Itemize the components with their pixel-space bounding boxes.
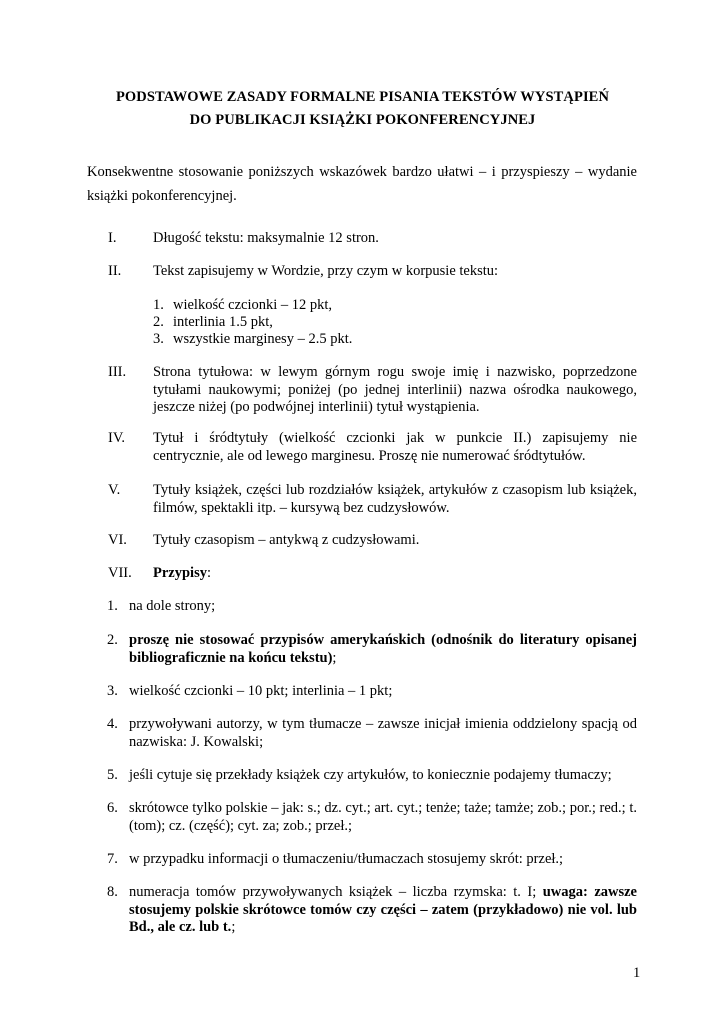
sub-item-number: 1. [153,297,164,313]
sub-item-text: wielkość czcionki – 12 pkt, [173,297,333,313]
rule-number: 1. [107,598,118,614]
sub-item-number: 2. [153,314,164,330]
sub-item-1 [153,297,332,315]
roman-text: Tytuły książek, części lub rozdziałów książek, artykułów z czasopism lub książek, filmów, spektakli itp. – kursywą bez cudzysłowów. [153,482,637,516]
intro-paragraph: Konsekwentne stosowanie poniższych wskazówek bardzo ułatwi – i przyspieszy – wydanie książki pokonferencyjnej. [87,164,637,204]
rule-text-before: numeracja tomów przywoływanych książek – liczba rzymska: t. I; [129,884,543,900]
roman-numeral: VI. [108,532,127,548]
roman-numeral: II. [108,263,122,279]
roman-numeral: IV. [108,430,126,446]
page-number: 1 [633,965,641,981]
title-line-1: PODSTAWOWE ZASADY FORMALNE PISANIA TEKSTÓW WYSTĄPIEŃ [115,89,610,105]
rule-text: skrótowce tylko polskie – jak: s.; dz. cyt.; art. cyt.; tenże; taże; tamże; zob.; por.; red.; t.(tom); cz. (część); cyt. za; zob.; przeł.; [129,800,637,834]
rule-number: 7. [107,851,118,867]
rule-text-bold: proszę nie stosować przypisów amerykańskich (odnośnik do literatury opisanej bibliograficznie na końcu tekstu) [129,632,637,666]
rule-text: jeśli cytuje się przekłady książek czy artykułów, to koniecznie podajemy tłumaczy; [129,767,612,783]
rule-number: 4. [107,716,118,732]
roman-text: Tytuł i śródtytuły (wielkość czcionki jak w punkcie II.) zapisujemy nie centrycznie, ale od lewego marginesu. Proszę nie numerować śródtytułów. [153,430,637,464]
rule-text-bold: uwaga: zawsze stosujemy polskie skrótowce tomów czy części – zatem (przykładowo) nie vol. lub Bd., ale cz. lub t. [129,884,637,935]
roman-text: Tekst zapisujemy w Wordzie, przy czym w korpusie tekstu: [153,263,499,279]
rule-text: wielkość czcionki – 10 pkt; interlinia – 1 pkt; [129,683,393,699]
rule-text: przywoływani autorzy, w tym tłumacze – zawsze inicjał imienia oddzielony spacją od nazwiska: J. Kowalski; [129,716,637,750]
sub-item-2 [153,314,273,332]
rule-number: 6. [107,800,118,816]
title-line-2: DO PUBLIKACJI KSIĄŻKI POKONFERENCYJNEJ [189,112,536,128]
roman-text: Długość tekstu: maksymalnie 12 stron. [153,230,379,246]
roman-numeral: I. [108,230,117,246]
footnotes-heading: Przypisy [153,565,207,581]
rule-text: w przypadku informacji o tłumaczeniu/tłumaczach stosujemy skrót: przeł.; [129,851,564,867]
heading-colon: : [206,565,211,581]
rule-number: 3. [107,683,118,699]
roman-numeral: III. [108,364,127,380]
rule-text: na dole strony; [129,598,216,614]
roman-text: Strona tytułowa: w lewym górnym rogu swoje imię i nazwisko, poprzedzone tytułami naukowymi; poniżej (po jednej interlinii) nazwa ośrodka naukowego, jeszcze niżej (po podwójnej interlinii) tytuł wystąpienia. [153,364,637,415]
rule-number: 5. [107,767,118,783]
sub-item-number: 3. [153,331,164,347]
roman-numeral: VII. [108,565,132,581]
rule-number: 8. [107,884,118,900]
rule-text-after: ; [332,649,337,666]
rule-number: 2. [107,632,118,648]
sub-item-3 [153,331,352,349]
sub-item-text: interlinia 1.5 pkt, [173,314,273,330]
rule-text-after: ; [231,919,236,935]
roman-numeral: V. [108,482,121,498]
sub-item-text: wszystkie marginesy – 2.5 pkt. [173,331,353,347]
roman-text: Tytuły czasopism – antykwą z cudzysłowami. [153,532,420,548]
